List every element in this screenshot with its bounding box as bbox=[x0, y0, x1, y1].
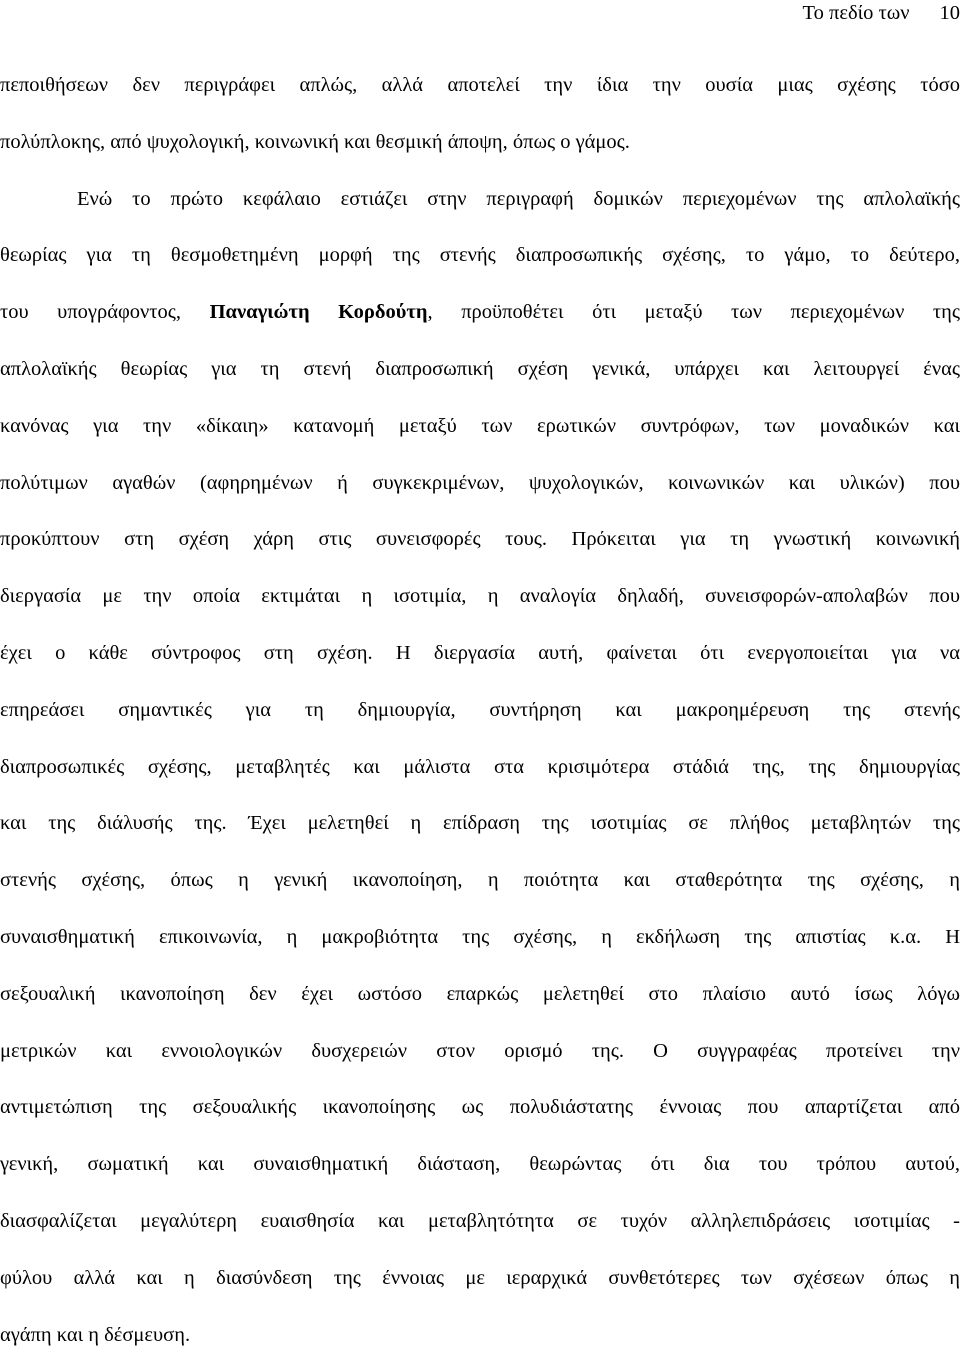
text-line: στενής σχέσης, όπως η γενική ικανοποίηση, η ποιότητα και σταθερότητα της σχέσης, η bbox=[0, 852, 960, 909]
text-line: διαπροσωπικές σχέσης, μεταβλητές και μάλιστα στα κρισιμότερα στάδιά της, της δημιουργίας bbox=[0, 739, 960, 796]
text-line: αντιμετώπιση της σεξουαλικής ικανοποίησης ως πολυδιάστατης έννοιας που απαρτίζεται από bbox=[0, 1079, 960, 1136]
text-line: αγάπη και η δέσμευση. bbox=[0, 1307, 960, 1363]
text-line: σεξουαλική ικανοποίηση δεν έχει ωστόσο επαρκώς μελετηθεί στο πλαίσιο αυτό ίσως λόγω bbox=[0, 966, 960, 1023]
text-line: και της διάλυσής της. Έχει μελετηθεί η επίδραση της ισοτιμίας σε πλήθος μεταβλητών της bbox=[0, 795, 960, 852]
text-line: διεργασία με την οποία εκτιμάται η ισοτιμία, η αναλογία δηλαδή, συνεισφορών-απολαβών που bbox=[0, 568, 960, 625]
running-header-title: Το πεδίο των bbox=[803, 2, 910, 24]
text-line: θεωρίας για τη θεσμοθετημένη μορφή της στενής διαπροσωπικής σχέσης, το γάμο, το δεύτερο, bbox=[0, 227, 960, 284]
text-line: πολύτιμων αγαθών (αφηρημένων ή συγκεκριμένων, ψυχολογικών, κοινωνικών και υλικών) που bbox=[0, 455, 960, 512]
paragraph-first-line: Ενώ το πρώτο κεφάλαιο εστιάζει στην περιγραφή δομικών περιεχομένων της απλολαϊκής bbox=[0, 171, 960, 228]
text-line: συναισθηματική επικοινωνία, η μακροβιότητα της σχέσης, η εκδήλωση της απιστίας κ.α. Η bbox=[0, 909, 960, 966]
text-line: προκύπτουν στη σχέση χάρη στις συνεισφορές τους. Πρόκειται για τη γνωστική κοινωνική bbox=[0, 511, 960, 568]
author-name: Παναγιώτη Κορδούτη bbox=[210, 301, 428, 323]
text-line: κανόνας για την «δίκαιη» κατανομή μεταξύ των ερωτικών συντρόφων, των μοναδικών και bbox=[0, 398, 960, 455]
text-line: έχει ο κάθε σύντροφος στη σχέση. Η διεργασία αυτή, φαίνεται ότι ενεργοποιείται για να bbox=[0, 625, 960, 682]
text-line bbox=[0, 284, 960, 341]
text-line: πεποιθήσεων δεν περιγράφει απλώς, αλλά αποτελεί την ίδια την ουσία μιας σχέσης τόσο bbox=[0, 57, 960, 114]
text-line: μετρικών και εννοιολογικών δυσχερειών στον ορισμό της. Ο συγγραφέας προτείνει την bbox=[0, 1023, 960, 1080]
text-line: φύλου αλλά και η διασύνδεση της έννοιας με ιεραρχικά συνθετότερες των σχέσεων όπως η bbox=[0, 1250, 960, 1307]
text-segment: του υπογράφοντος, bbox=[0, 301, 210, 323]
document-body bbox=[0, 57, 960, 1363]
running-header bbox=[803, 0, 960, 26]
text-line: επηρεάσει σημαντικές για τη δημιουργία, συντήρηση και μακροημέρευση της στενής bbox=[0, 682, 960, 739]
text-line: πολύπλοκης, από ψυχολογική, κοινωνική και θεσμική άποψη, όπως ο γάμος. bbox=[0, 114, 960, 171]
text-line: διασφαλίζεται μεγαλύτερη ευαισθησία και μεταβλητότητα σε τυχόν αλληλεπιδράσεις ισοτιμίας - bbox=[0, 1193, 960, 1250]
text-line: απλολαϊκής θεωρίας για τη στενή διαπροσωπική σχέση γενικά, υπάρχει και λειτουργεί ένας bbox=[0, 341, 960, 398]
page-number: 10 bbox=[940, 2, 960, 24]
text-line: γενική, σωματική και συναισθηματική διάσταση, θεωρώντας ότι δια του τρόπου αυτού, bbox=[0, 1136, 960, 1193]
text-segment: , προϋποθέτει ότι μεταξύ των περιεχομένων της bbox=[428, 301, 960, 323]
